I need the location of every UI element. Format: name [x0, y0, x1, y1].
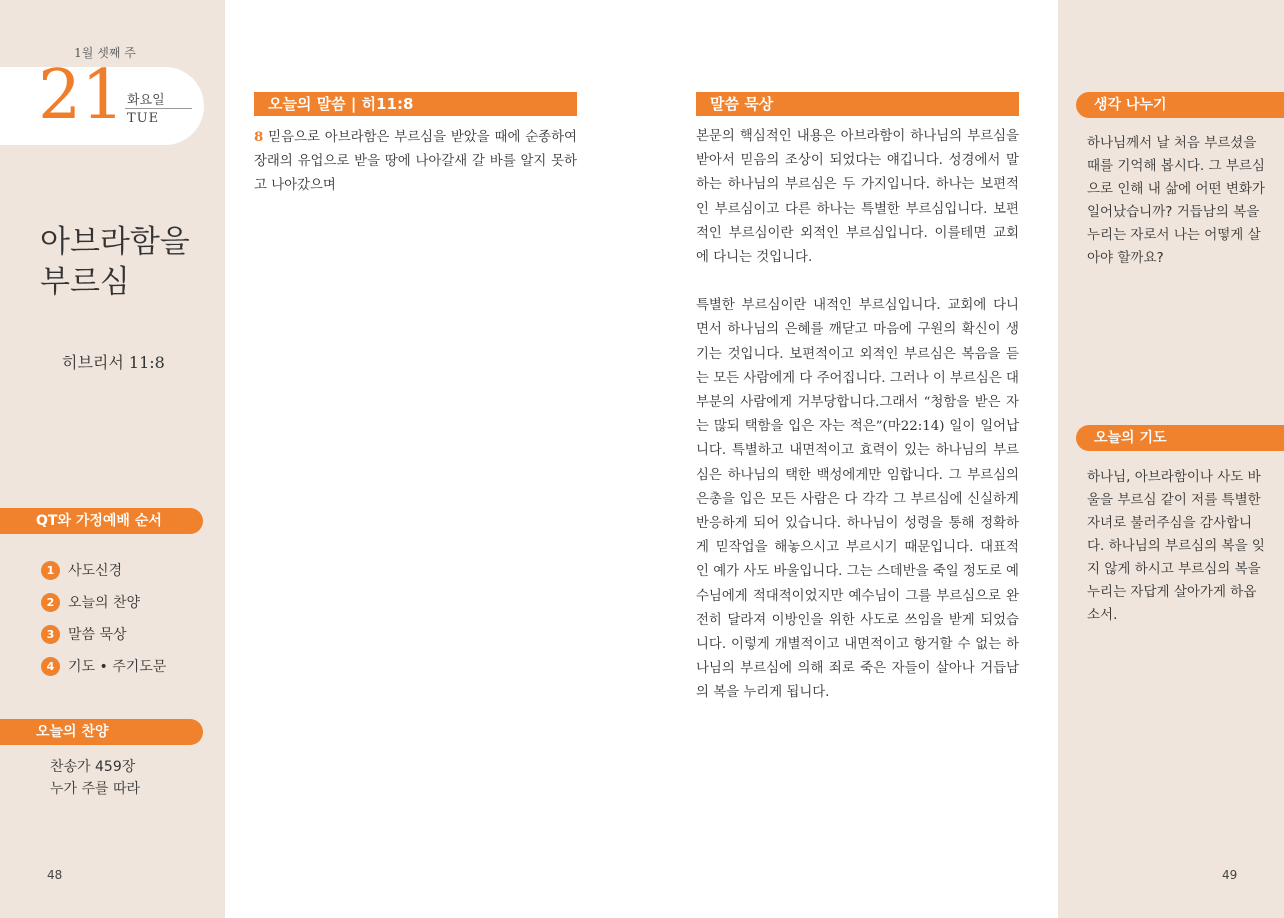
meditation-paragraph-1: 본문의 핵심적인 내용은 아브라함이 하나님의 부르심을 받아서 믿음의 조상이 되었다는 얘깁니다. 성경에서 말하는 하나님의 부르심은 두 가지입니다. 하나는 보편적인 부르심이고 다른 하나는 특별한 부르심입니다. 보편적인 부르심이란 외적인 부르심입니다. 이를테면 교회에 다니는 것입니다.: [696, 129, 1019, 266]
scripture-reference: 히브리서 11:8: [62, 353, 165, 372]
verse-number: 8: [254, 129, 264, 145]
hymn-number: 찬송가 459장: [50, 759, 136, 775]
order-header: QT와 가정예배 순서: [0, 508, 203, 534]
day-divider: [125, 108, 192, 109]
hymn-info: [50, 756, 140, 800]
step-label: 오늘의 찬양: [68, 595, 141, 611]
order-list: [41, 554, 166, 682]
step-number-badge: 4: [41, 657, 60, 676]
day-english: TUE: [127, 111, 160, 126]
step-label: 말씀 묵상: [68, 627, 127, 643]
hymn-title: 누가 주를 따라: [50, 781, 141, 797]
think-text: 하나님께서 날 처음 부르셨을 때를 기억해 봅시다. 그 부르심으로 인해 내 삶에 어떤 변화가 일어났습니까? 거듭남의 복을 누리는 자로서 나는 어떻게 살아야 할까요?: [1087, 135, 1265, 266]
meditation-header: 말씀 묵상: [696, 92, 1019, 116]
verse-text: 믿음으로 아브라함은 부르심을 받았을 때에 순종하여 장래의 유업으로 받을 땅에 나아갈새 갈 바를 알지 못하고 나아갔으며: [254, 130, 577, 194]
step-number-badge: 3: [41, 625, 60, 644]
page-title: [40, 222, 220, 302]
meditation-paragraph-2: 특별한 부르심이란 내적인 부르심입니다. 교회에 다니면서 하나님의 은혜를 깨닫고 마음에 구원의 확신이 생기는 것입니다. 보편적이고 외적인 부르심은 복음을 듣는 모든 사람에게 다 주어집니다. 그러나 이 부르심은 대부분의 사람에게 거부당합니다.그래서 “청함을 받은 자는 많되 택함을 입은 자는 적은”(마22:14) 일이 일어납니다. 특별하고 내면적이고 효력이 있는 하나님의 부르심은 하나님의 택한 백성에게만 임합니다. 그 부르심의 은총을 입은 모든 사람은 다 각각 그 부르심에 신실하게 반응하게 되어 있습니다. 하나님이 성령을 통해 정확하게 믿작업을 해놓으시고 부르시기 때문입니다. 대표적인 예가 사도 바울입니다. 그는 스데반을 죽일 정도로 예수님에게 적대적이었지만 예수님이 그를 부르심으로 완전히 달라져 이방인을 위한 사도로 쓰임을 받게 되었습니다. 이렇게 개별적이고 내면적이고 항거할 수 없는 하나님의 부르심에 의해 죄로 죽은 자들이 살아나 거듭남의 복을 누리게 됩니다.: [696, 298, 1019, 701]
word-header: 오늘의 말씀 | 히11:8: [254, 92, 577, 116]
prayer-text: 하나님, 아브라함이나 사도 바울을 부르심 같이 저를 특별한 자녀로 불러주심을 감사합니다. 하나님의 부르심의 복을 잊지 않게 하시고 부르심의 복을 누리는 자답게 살아가게 하옵소서.: [1087, 469, 1265, 623]
step-number-badge: 1: [41, 561, 60, 580]
page-number-right: 49: [1222, 868, 1238, 882]
prayer-header: 오늘의 기도: [1076, 425, 1284, 451]
week-label: 1월 셋째 주: [74, 46, 136, 60]
day-number: 21: [38, 56, 125, 135]
day-korean: 화요일: [127, 93, 165, 108]
page-number-left: 48: [47, 868, 63, 882]
hymn-header: 오늘의 찬양: [0, 719, 203, 745]
order-item: [41, 618, 166, 650]
verse-text-block: [254, 125, 577, 199]
title-line-2: 부르심: [40, 264, 130, 300]
step-label: 사도신경: [68, 563, 123, 579]
step-label: 기도 • 주기도문: [68, 659, 167, 675]
order-item: [41, 650, 166, 682]
meditation-body: [696, 125, 1019, 706]
order-item: [41, 554, 166, 586]
step-number-badge: 2: [41, 593, 60, 612]
title-line-1: 아브라함을: [40, 224, 190, 260]
order-item: [41, 586, 166, 618]
think-header: 생각 나누기: [1076, 92, 1284, 118]
